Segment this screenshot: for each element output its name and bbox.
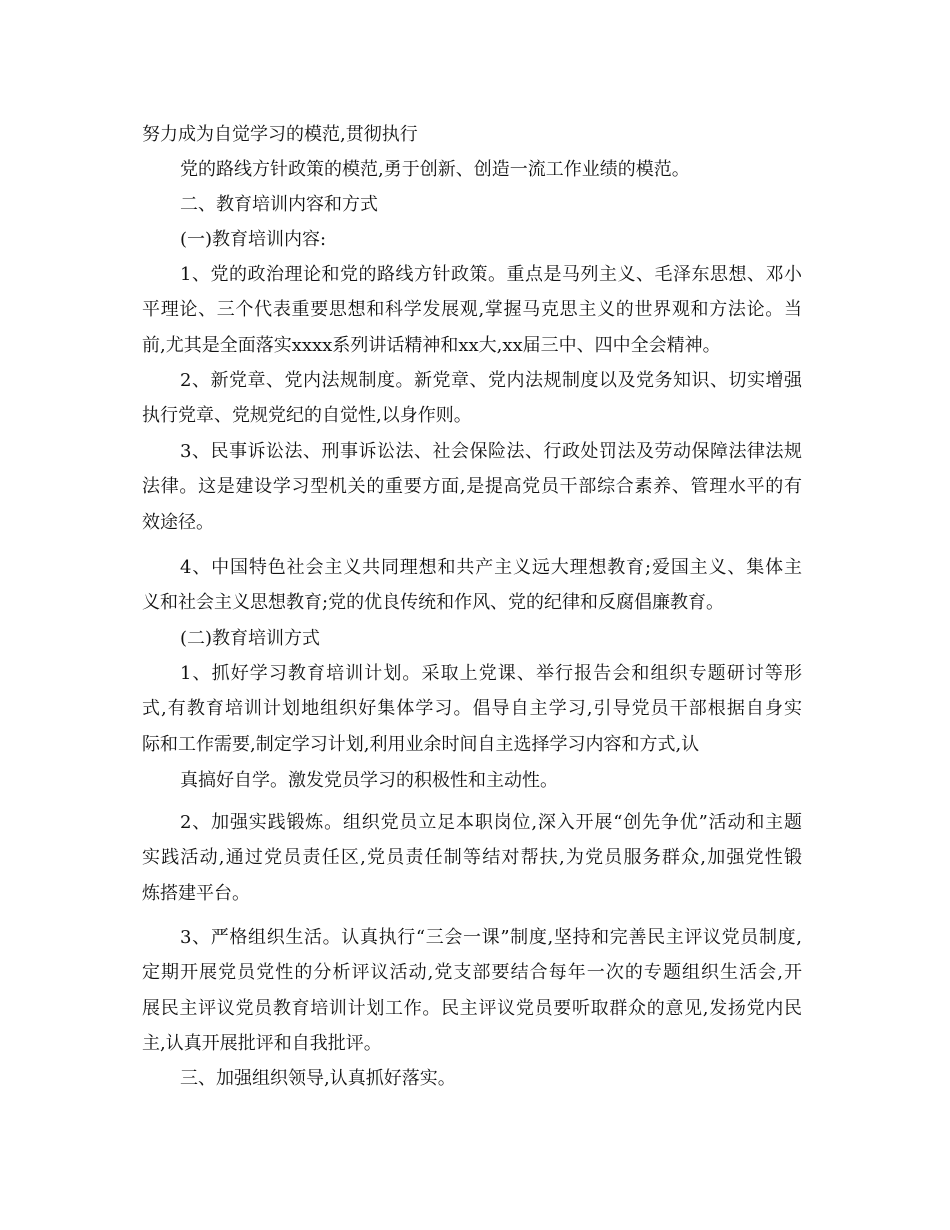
section-heading: 三、加强组织领导,认真抓好落实。	[180, 1068, 456, 1089]
text-line: 定期开展党员党性的分析评议活动,党支部要结合每年一次的专题组织生活会,开	[142, 962, 802, 983]
text-line: 义和社会主义思想教育;党的优良传统和作风、党的纪律和反腐倡廉教育。	[142, 592, 725, 613]
text-line: 4、中国特色社会主义共同理想和共产主义远大理想教育;爱国主义、集体主	[180, 557, 802, 578]
text-line: 2、新党章、党内法规制度。新党章、党内法规制度以及党务知识、切实增强	[180, 370, 802, 391]
subsection-heading: (一)教育培训内容:	[180, 229, 327, 250]
text-line: 真搞好自学。激发党员学习的积极性和主动性。	[180, 770, 558, 791]
text-line: 展民主评议党员教育培训计划工作。民主评议党员要听取群众的意见,发扬党内民	[142, 998, 802, 1019]
text-line: 式,有教育培训计划地组织好集体学习。倡导自主学习,引导党员干部根据自身实	[142, 698, 802, 719]
text-line: 1、抓好学习教育培训计划。采取上党课、举行报告会和组织专题研讨等形	[180, 663, 802, 684]
text-line: 法律。这是建设学习型机关的重要方面,是提高党员干部综合素养、管理水平的有	[142, 476, 802, 497]
text-line: 1、党的政治理论和党的路线方针政策。重点是马列主义、毛泽东思想、邓小	[180, 264, 802, 285]
text-line: 际和工作需要,制定学习计划,利用业余时间自主选择学习内容和方式,认	[142, 734, 700, 755]
text-line: 3、民事诉讼法、刑事诉讼法、社会保险法、行政处罚法及劳动保障法律法规	[180, 441, 802, 462]
text-line: 努力成为自觉学习的模范,贯彻执行	[142, 124, 418, 145]
text-line: 实践活动,通过党员责任区,党员责任制等结对帮扶,为党员服务群众,加强党性锻	[142, 847, 802, 868]
text-line: 前,尤其是全面落实xxxx系列讲话精神和xx大,xx届三中、四中全会精神。	[142, 335, 721, 356]
text-line: 党的路线方针政策的模范,勇于创新、创造一流工作业绩的模范。	[180, 159, 690, 180]
text-line: 效途径。	[142, 512, 214, 533]
text-line: 2、加强实践锻炼。组织党员立足本职岗位,深入开展“创先争优”活动和主题	[180, 812, 802, 833]
subsection-heading: (二)教育培训方式	[180, 628, 321, 649]
text-line: 炼搭建平台。	[142, 883, 250, 904]
text-line: 主,认真开展批评和自我批评。	[142, 1033, 382, 1054]
section-heading: 二、教育培训内容和方式	[180, 194, 378, 215]
text-line: 平理论、三个代表重要思想和科学发展观,掌握马克思主义的世界观和方法论。当	[142, 299, 802, 320]
text-line: 3、严格组织生活。认真执行“三会一课”制度,坚持和完善民主评议党员制度,	[180, 927, 802, 948]
text-line: 执行党章、党规党纪的自觉性,以身作则。	[142, 405, 472, 426]
